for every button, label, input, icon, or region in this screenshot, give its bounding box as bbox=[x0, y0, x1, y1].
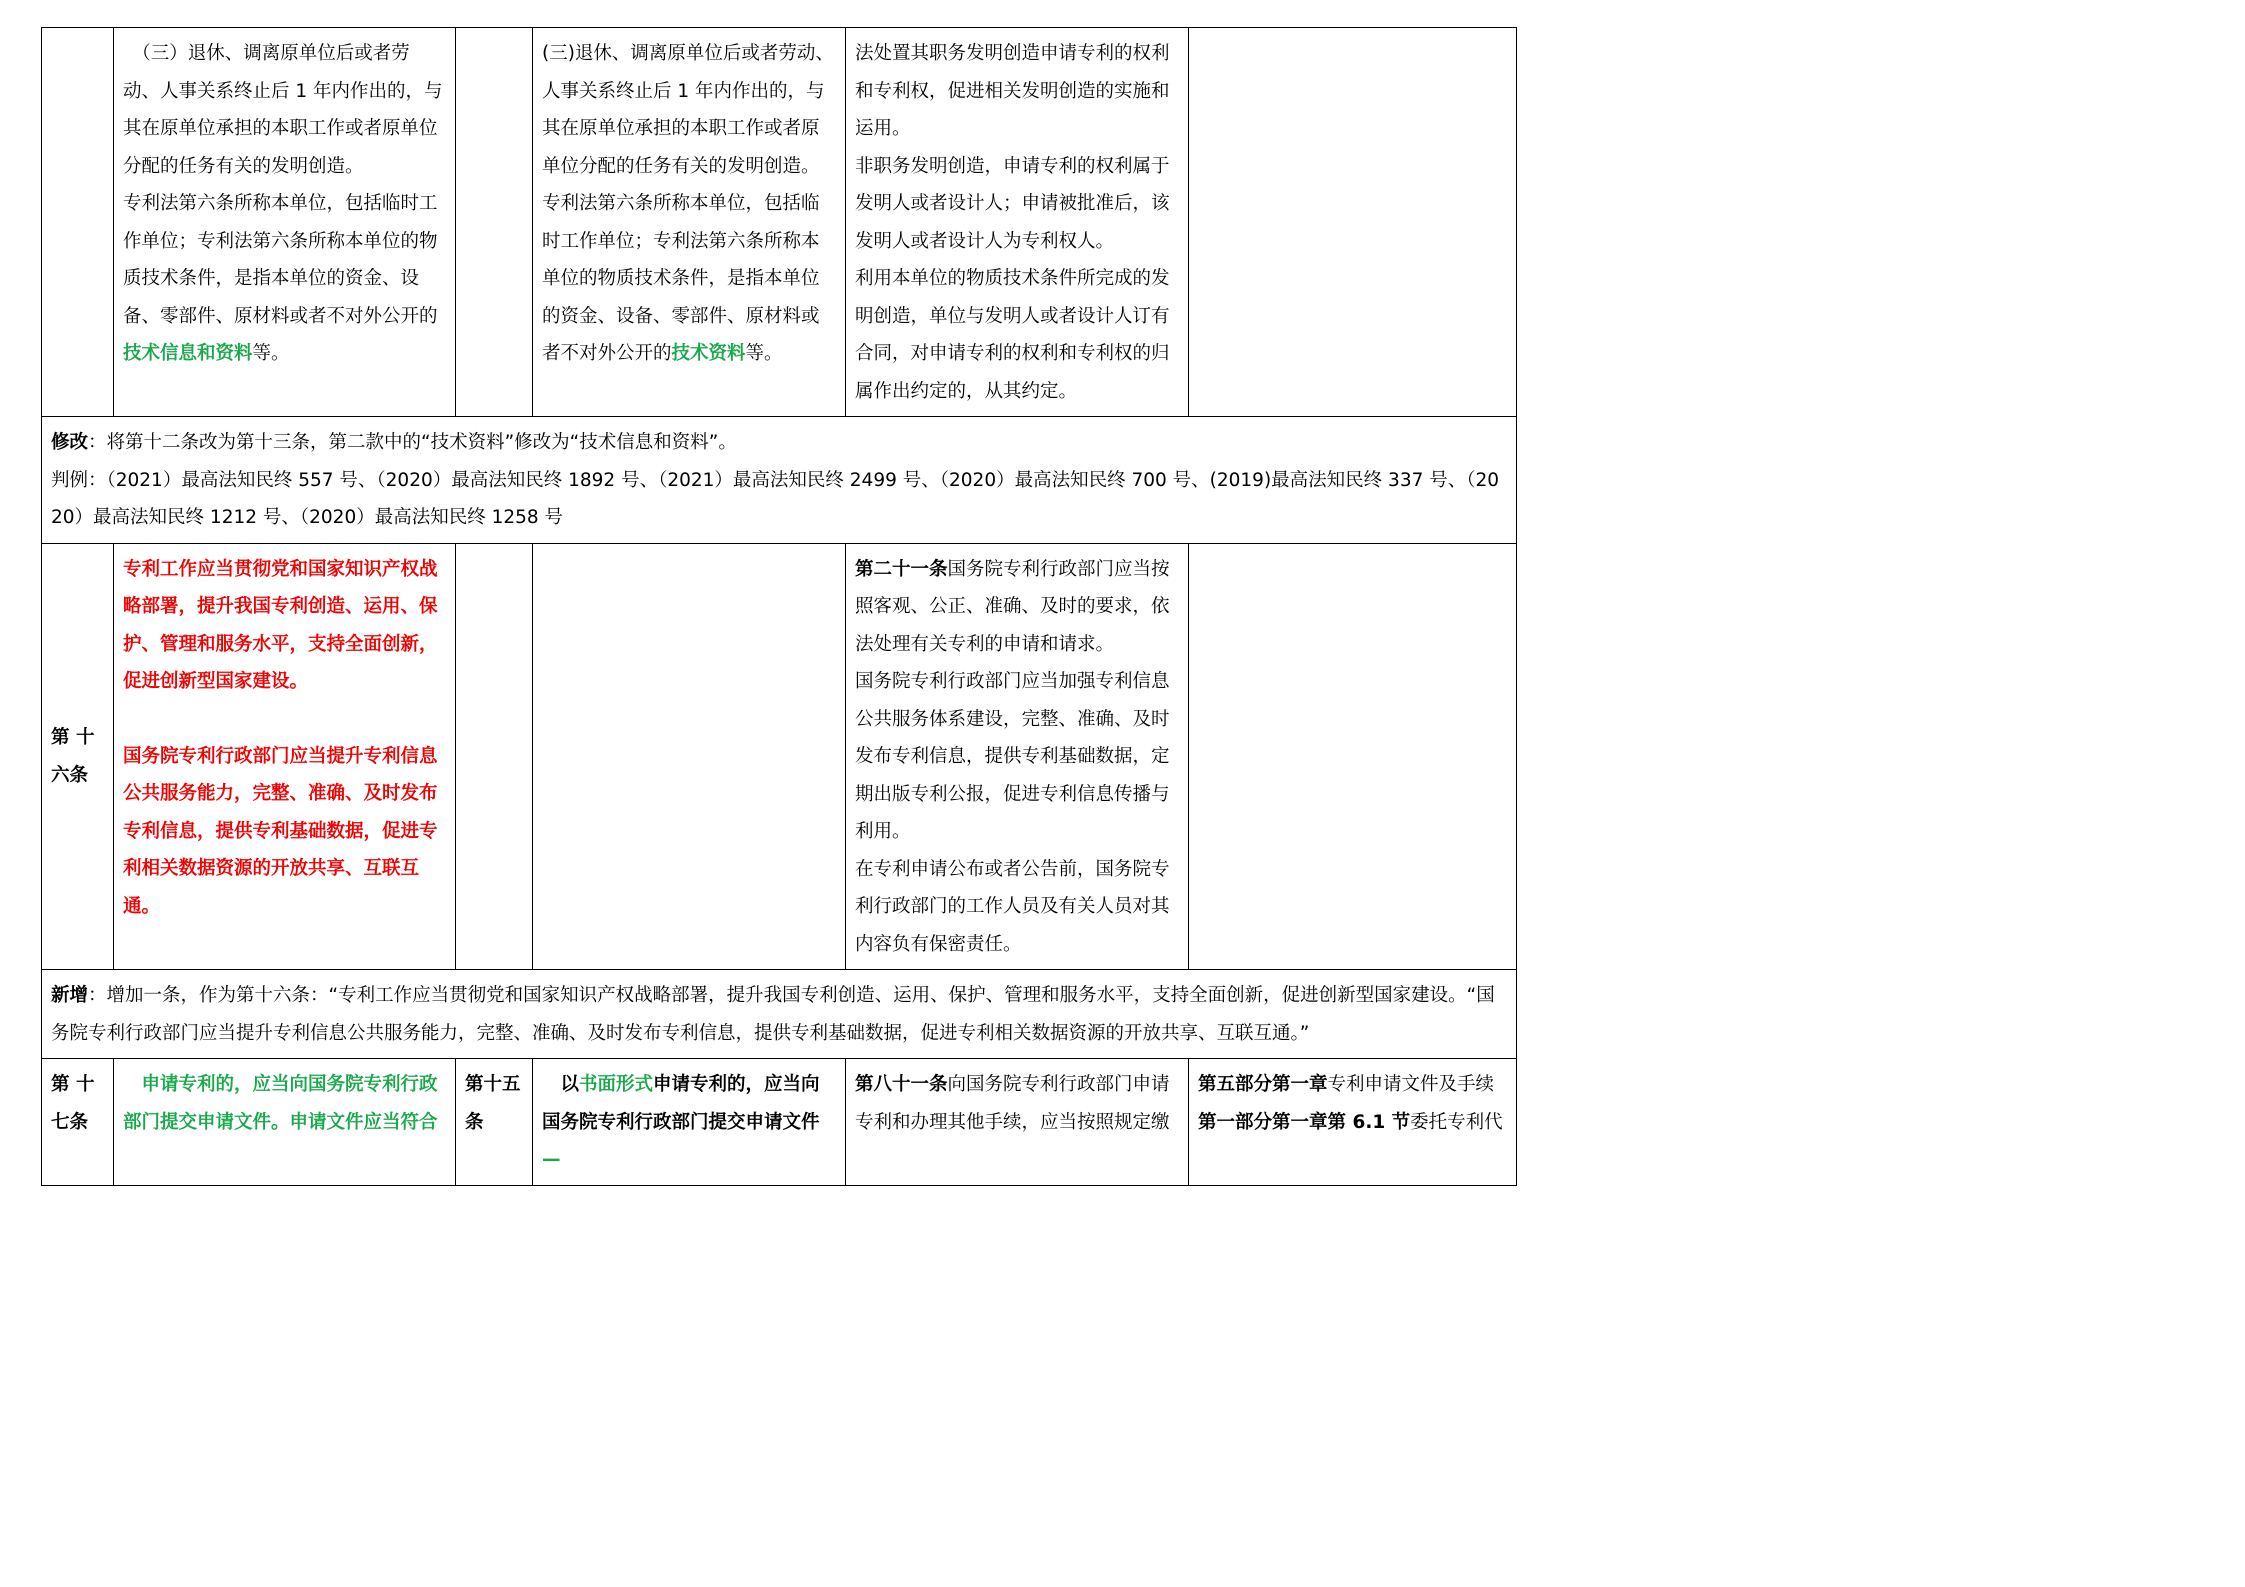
addition-note bbox=[51, 977, 1507, 1052]
regulation-cell bbox=[846, 1059, 1189, 1186]
regulation-paragraph: 国务院专利行政部门应当加强专利信息公共服务体系建设，完整、准确、及时发布专利信息，提供专利基础数据，定期出版专利公报，促进专利信息传播与利用。 bbox=[855, 671, 1170, 842]
article-label-cell bbox=[42, 1059, 114, 1186]
regulation-paragraph bbox=[855, 551, 1179, 664]
text-run: 专利法第六条所称本单位，包括临时工作单位；专利法第六条所称本单位的物质技术条件，是指本单位的资金、设备、零部件、原材料或者不对外公开的 bbox=[123, 193, 438, 327]
old-law-paragraph bbox=[542, 1066, 836, 1179]
paragraph-gap bbox=[123, 701, 446, 738]
article-label-cell bbox=[42, 28, 114, 417]
old-law-paragraph bbox=[542, 185, 836, 373]
text-run: 等。 bbox=[252, 343, 290, 364]
old-law-paragraph: (三)退休、调离原单位后或者劳动、人事关系终止后 1 年内作出的，与其在原单位承担的本职工作或者原单位分配的任务有关的发明创造。 bbox=[542, 43, 834, 177]
new-law-cell bbox=[114, 1059, 456, 1186]
old-law-cell bbox=[533, 1059, 846, 1186]
regulation-paragraph: 利用本单位的物质技术条件所完成的发明创造，单位与发明人或者设计人订有合同，对申请专利的权利和专利权的归属作出约定的，从其约定。 bbox=[855, 268, 1170, 402]
new-law-cell bbox=[114, 543, 456, 970]
table-row bbox=[42, 417, 1517, 544]
text-run: 以 bbox=[560, 1074, 580, 1095]
article-number: 第八十一条 bbox=[855, 1074, 948, 1095]
new-law-paragraph: 申请专利的，应当向国务院专利行政部门提交申请文件。申请文件应当符合 bbox=[123, 1074, 438, 1133]
article-label-cell bbox=[42, 543, 114, 970]
text-run: 向国务院专利行政部门申请专利和办理其他手续，应当按照规定缴 bbox=[855, 1074, 1170, 1133]
regulation-paragraph bbox=[855, 1066, 1179, 1141]
new-law-paragraph: （三）退休、调离原单位后或者劳动、人事关系终止后 1 年内作出的，与其在原单位承担的本职工作或者原单位分配的任务有关的发明创造。 bbox=[123, 43, 443, 177]
text-run: 国务院专利行政部门应当按照客观、公正、准确、及时的要求，依法处理有关专利的申请和请求。 bbox=[855, 558, 1170, 655]
note-label: 新增 bbox=[51, 985, 89, 1006]
amendment-note-cell bbox=[42, 417, 1517, 544]
article-label: 第 十 七条 bbox=[51, 1074, 95, 1133]
note-label: 修改 bbox=[51, 432, 89, 453]
case-references: 判例：（2021）最高法知民终 557 号、（2020）最高法知民终 1892 号、（2021）最高法知民终 2499 号、（2020）最高法知民终 700 号、(2019)最高法知民终 337 号、（2020）最高法知民终 1212 号、（2020）最高法知民终 1258 号 bbox=[51, 469, 1500, 528]
guideline-paragraph bbox=[1198, 1066, 1507, 1104]
addition-note-cell bbox=[42, 970, 1517, 1059]
regulation-paragraph: 在专利申请公布或者公告前，国务院专利行政部门的工作人员及有关人员对其内容负有保密责任。 bbox=[855, 858, 1170, 955]
amendment-note bbox=[51, 424, 1507, 462]
highlight-text: 技术资料 bbox=[671, 343, 746, 364]
table-row bbox=[42, 543, 1517, 970]
new-law-paragraph bbox=[123, 185, 446, 373]
old-article-label-cell bbox=[456, 1059, 533, 1186]
guideline-cell bbox=[1189, 543, 1517, 970]
table-row bbox=[42, 970, 1517, 1059]
new-law-cell bbox=[114, 28, 456, 417]
text-run: 专利申请文件及手续 bbox=[1327, 1074, 1495, 1095]
old-law-cell bbox=[533, 543, 846, 970]
old-article-label-cell bbox=[456, 543, 533, 970]
highlight-text: 书面形式 bbox=[579, 1074, 654, 1095]
regulation-cell bbox=[846, 543, 1189, 970]
highlight-text: 技术信息和资料 bbox=[123, 343, 253, 364]
old-article-label: 第十五条 bbox=[465, 1074, 521, 1133]
text-run: 等。 bbox=[745, 343, 783, 364]
section-ref: 第五部分第一章 bbox=[1198, 1074, 1328, 1095]
comparison-table bbox=[41, 27, 1517, 1186]
guideline-cell bbox=[1189, 1059, 1517, 1186]
guideline-cell bbox=[1189, 28, 1517, 417]
article-number: 第二十一条 bbox=[855, 558, 948, 580]
table-row bbox=[42, 1059, 1517, 1186]
highlight-text: — bbox=[542, 1149, 561, 1170]
article-label: 第 十 六条 bbox=[51, 727, 95, 786]
text-run: 申请专利的，应当向国务院专利行政部门提交申请文件 bbox=[542, 1074, 820, 1133]
note-text: ：增加一条，作为第十六条：“专利工作应当贯彻党和国家知识产权战略部署，提升我国专利创造、运用、保护、管理和服务水平，支持全面创新，促进创新型国家建设。“国务院专利行政部门应当提升专利信息公共服务能力，完整、准确、及时发布专利信息，提供专利基础数据，促进专利相关数据资源的开放共享、互联互通。” bbox=[51, 985, 1495, 1044]
text-run: 委托专利代 bbox=[1410, 1111, 1503, 1133]
old-law-cell bbox=[533, 28, 846, 417]
text-run: 专利法第六条所称本单位，包括临时工作单位；专利法第六条所称本单位的物质技术条件，是指本单位的资金、设备、零部件、原材料或者不对外公开的 bbox=[542, 193, 820, 364]
table-row bbox=[42, 28, 1517, 417]
note-text: ：将第十二条改为第十三条，第二款中的“技术资料”修改为“技术信息和资料”。 bbox=[88, 432, 737, 453]
new-law-paragraph: 专利工作应当贯彻党和国家知识产权战略部署，提升我国专利创造、运用、保护、管理和服务水平，支持全面创新，促进创新型国家建设。 bbox=[123, 558, 438, 692]
guideline-paragraph bbox=[1198, 1104, 1507, 1142]
section-ref: 第一部分第一章第 6.1 节 bbox=[1198, 1111, 1411, 1133]
old-article-label-cell bbox=[456, 28, 533, 417]
regulation-cell bbox=[846, 28, 1189, 417]
new-law-paragraph: 国务院专利行政部门应当提升专利信息公共服务能力，完整、准确、及时发布专利信息，提供专利基础数据，促进专利相关数据资源的开放共享、互联互通。 bbox=[123, 745, 438, 917]
regulation-paragraph: 法处置其职务发明创造申请专利的权利和专利权，促进相关发明创造的实施和运用。 bbox=[855, 43, 1170, 139]
regulation-paragraph: 非职务发明创造，申请专利的权利属于发明人或者设计人；申请被批准后，该发明人或者设计人为专利权人。 bbox=[855, 155, 1170, 252]
